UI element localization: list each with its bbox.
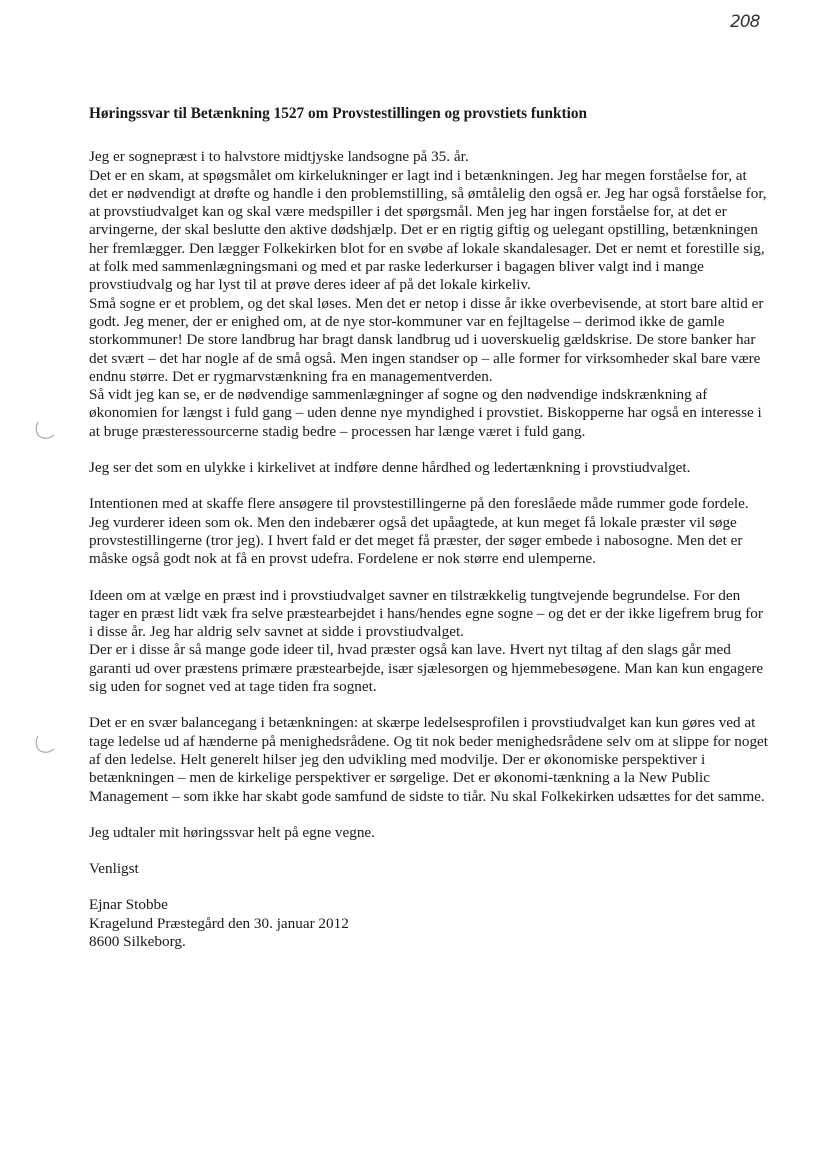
section-egne-vegne (89, 824, 769, 842)
signature-city: 8600 Silkeborg. (89, 932, 186, 950)
paragraph: Det er en svær balancegang i betænkningen: at skærpe ledelsesprofilen i provstiudvalget kan kun gøres ved at tage ledelse ud af hænderne på menighedsrådene. Og tit nok beder menighedsrådene selv om at slippe for noget af den ledelse. Helt generelt hilser jeg den udvikling med modvilje. Der er økonomiske perspektiver i betænkningen – men de kirkelige perspektiver er sørgelige. Det er økonomi-tænkning a la New Public Management – som ikke har skabt gode samfund de sidste to tiår. Nu skal Folkekirken udsættes for det samme. (89, 714, 768, 805)
paragraph: Jeg ser det som en ulykke i kirkelivet at indføre denne hårdhed og ledertænkning i provstiudvalget. (89, 459, 691, 477)
section-ulykke (89, 459, 769, 477)
paragraph: Der er i disse år så mange gode ideer til, hvad præster også kan lave. Hvert nyt tiltag af den slags går med garanti ud over præstens primære præstearbejde, især sjælesorgen og hjemmebesøgene. Man kan kun engagere sig uden for sognet ved at tage tiden fra sognet. (89, 641, 764, 696)
signature-block (89, 896, 769, 951)
section-intentionen (89, 495, 769, 568)
paragraph: Det er en skam, at spøgsmålet om kirkelukninger er lagt ind i betænkningen. Jeg har megen forståelse for, at det er nødvendigt at drøfte og handle i den problemstilling, så ømtålelig den også er. Jeg har også forståelse for, at provstiudvalget kan og skal være medspiller i det spørgsmål. Men jeg har ingen forståelse for, at det er arvingerne, der skal beslutte den aktive dødshjælp. Det er en rigtig giftig og uelegant opstilling, betænkningen her fremlægger. Den lægger Folkekirken blot for en svøbe af lokale skandalesager. Det er nemt et forestille sig, at folk med sammenlægningsmani og med et par raske lederkurser i bagagen bliver valgt ind i mange provstiudvalg og har lyst til at prøve deres ideer af på det lokale kirkeliv. (89, 166, 767, 294)
signature-name: Ejnar Stobbe (89, 896, 168, 914)
letter-body (89, 105, 769, 951)
section-ideen (89, 587, 769, 697)
page-number: 208 (730, 12, 760, 32)
section-intro (89, 148, 769, 441)
paragraph: Ideen om at vælge en præst ind i provstiudvalget savner en tilstrækkelig tungtvejende begrundelse. For den tager en præst lidt væk fra selve præstearbejdet i hans/hendes egne sogne – og det er der ikke ligefrem brug for i disse år. Jeg har aldrig selv savnet at sidde i provstiudvalget. (89, 586, 763, 641)
punch-hole-icon (32, 418, 62, 442)
paragraph: Jeg er sognepræst i to halvstore midtjyske landsogne på 35. år. (89, 148, 469, 166)
paragraph: Intentionen med at skaffe flere ansøgere til provstestillingerne på den foreslåede måde rummer gode fordele. Jeg vurderer ideen som ok. Men den indebærer også det upåagtede, at kun meget få lokale præster vil søge provstestillingerne (tror jeg). I hvert fald er det meget få præster, der søger embede i nabosogne. Men det er måske også godt nok at få en provst udefra. Fordelene er nok større end ulemperne. (89, 495, 749, 568)
paragraph: Jeg udtaler mit høringssvar helt på egne vegne. (89, 823, 375, 841)
closing: Venligst (89, 860, 139, 878)
document-title: Høringssvar til Betænkning 1527 om Provstestillingen og provstiets funktion (89, 105, 588, 122)
signature-place-date: Kragelund Præstegård den 30. januar 2012 (89, 914, 349, 932)
paragraph: Små sogne er et problem, og det skal løses. Men det er netop i disse år ikke overbevisende, at stort bare altid er godt. Jeg mener, der er enighed om, at de nye stor-kommuner var en fejltagelse – derimod ikke de gamle storkommuner! De store landbrug har bragt dansk landbrug ud i uoverskuelig gældskrise. De store banker har det svært – det har nogle af de små også. Men ingen standser op – alle former for virksomheder skal bare være endnu større. Det er rygmarvstænkning fra en managementverden. (89, 294, 764, 385)
section-balancegang (89, 714, 769, 805)
paragraph: Så vidt jeg kan se, er de nødvendige sammenlægninger af sogne og den nødvendige indskrænkning af økonomien for længst i fuld gang – uden denne nye myndighed i provstiet. Biskopperne har også en interesse i at bruge præsteressourcerne stadig bedre – processen har længe været i fuld gang. (89, 386, 762, 440)
punch-hole-icon (32, 732, 62, 756)
